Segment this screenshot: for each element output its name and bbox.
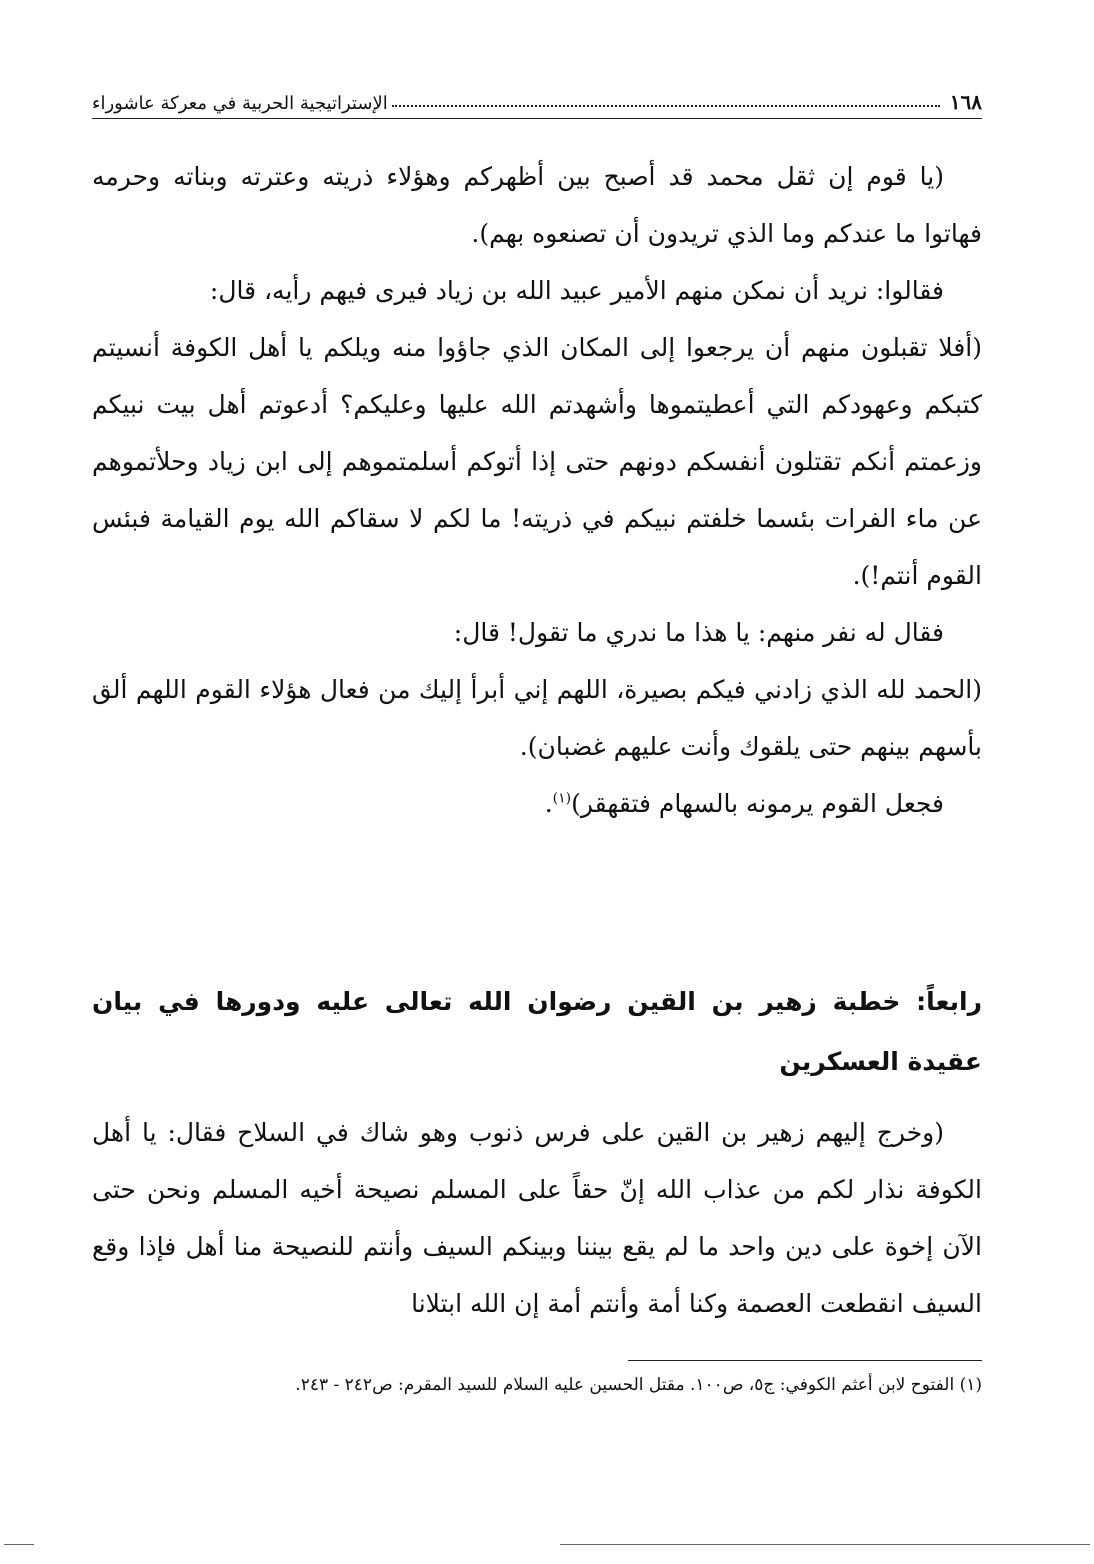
footnote-reference[interactable]: (١) (552, 790, 572, 807)
header-rule (92, 118, 982, 119)
page-header (92, 80, 982, 120)
paragraph-2: فقالوا: نريد أن نمكن منهم الأمير عبيد الله بن زياد فيرى فيهم رأيه، قال: (209, 276, 944, 305)
section-heading-block (92, 972, 982, 1092)
paragraph-6 (92, 775, 982, 832)
scan-edge-mark-right (560, 1544, 1090, 1545)
footnote-separator (628, 1360, 982, 1361)
page-number: ١٦٨ (949, 90, 982, 114)
scan-edge-mark-left (4, 1544, 34, 1545)
running-title: الإستراتيجية الحربية في معركة عاشوراء (92, 93, 388, 114)
paragraph-6-text: فجعل القوم يرمونه بالسهام فتقهقر) (571, 789, 944, 818)
section-heading: رابعاً: خطبة زهير بن القين رضوان الله تعالى عليه ودورها في بيان عقيدة العسكرين (92, 987, 982, 1076)
paragraph-5: (الحمد لله الذي زادني فيكم بصيرة، اللهم إني أبرأ إليك من فعال هؤلاء القوم اللهم ألق بأسهم بينهم حتى يلقوك وأنت عليهم غضبان). (92, 675, 982, 761)
main-text-upper (92, 148, 982, 832)
paragraph-6-end: . (544, 789, 553, 818)
header-dot-leader (392, 105, 940, 107)
main-text-lower (92, 1104, 982, 1332)
paragraph-3: (أفلا تقبلون منهم أن يرجعوا إلى المكان الذي جاؤوا منه ويلكم يا أهل الكوفة أنسيتم كتبكم وعهودكم التي أعطيتموها وأشهدتم الله عليها وعليكم؟ أدعوتم أهل بيت نبيكم وزعمتم أنكم تقتلون أنفسكم دونهم حتى إذا أتوكم أسلمتموهم إلى ابن زياد وحلأتموهم عن ماء الفرات بئسما خلفتم نبيكم في ذريته! ما لكم لا سقاكم الله يوم القيامة فبئس القوم أنتم!). (92, 333, 982, 590)
paragraph-1: (يا قوم إن ثقل محمد قد أصبح بين أظهركم وهؤلاء ذريته وعترته وبناته وحرمه فهاتوا ما عندكم وما الذي تريدون أن تصنعوه بهم). (92, 162, 982, 248)
paragraph-7: (وخرج إليهم زهير بن القين على فرس ذنوب وهو شاك في السلاح فقال: يا أهل الكوفة نذار لكم من عذاب الله إنّ حقاً على المسلم نصيحة أخيه المسلم ونحن حتى الآن إخوة على دين واحد ما لم يقع بيننا وبينكم السيف وأنتم للنصيحة منا أهل فإذا وقع السيف انقطعت العصمة وكنا أمة وأنتم أمة إن الله ابتلانا (92, 1118, 982, 1318)
paragraph-4: فقال له نفر منهم: يا هذا ما ندري ما تقول! قال: (453, 618, 944, 647)
footnote: (١) الفتوح لابن أعثم الكوفي: ج٥، ص١٠٠. مقتل الحسين عليه السلام للسيد المقرم: ص٢٤٢ - ٢٤٣. (295, 1375, 982, 1395)
